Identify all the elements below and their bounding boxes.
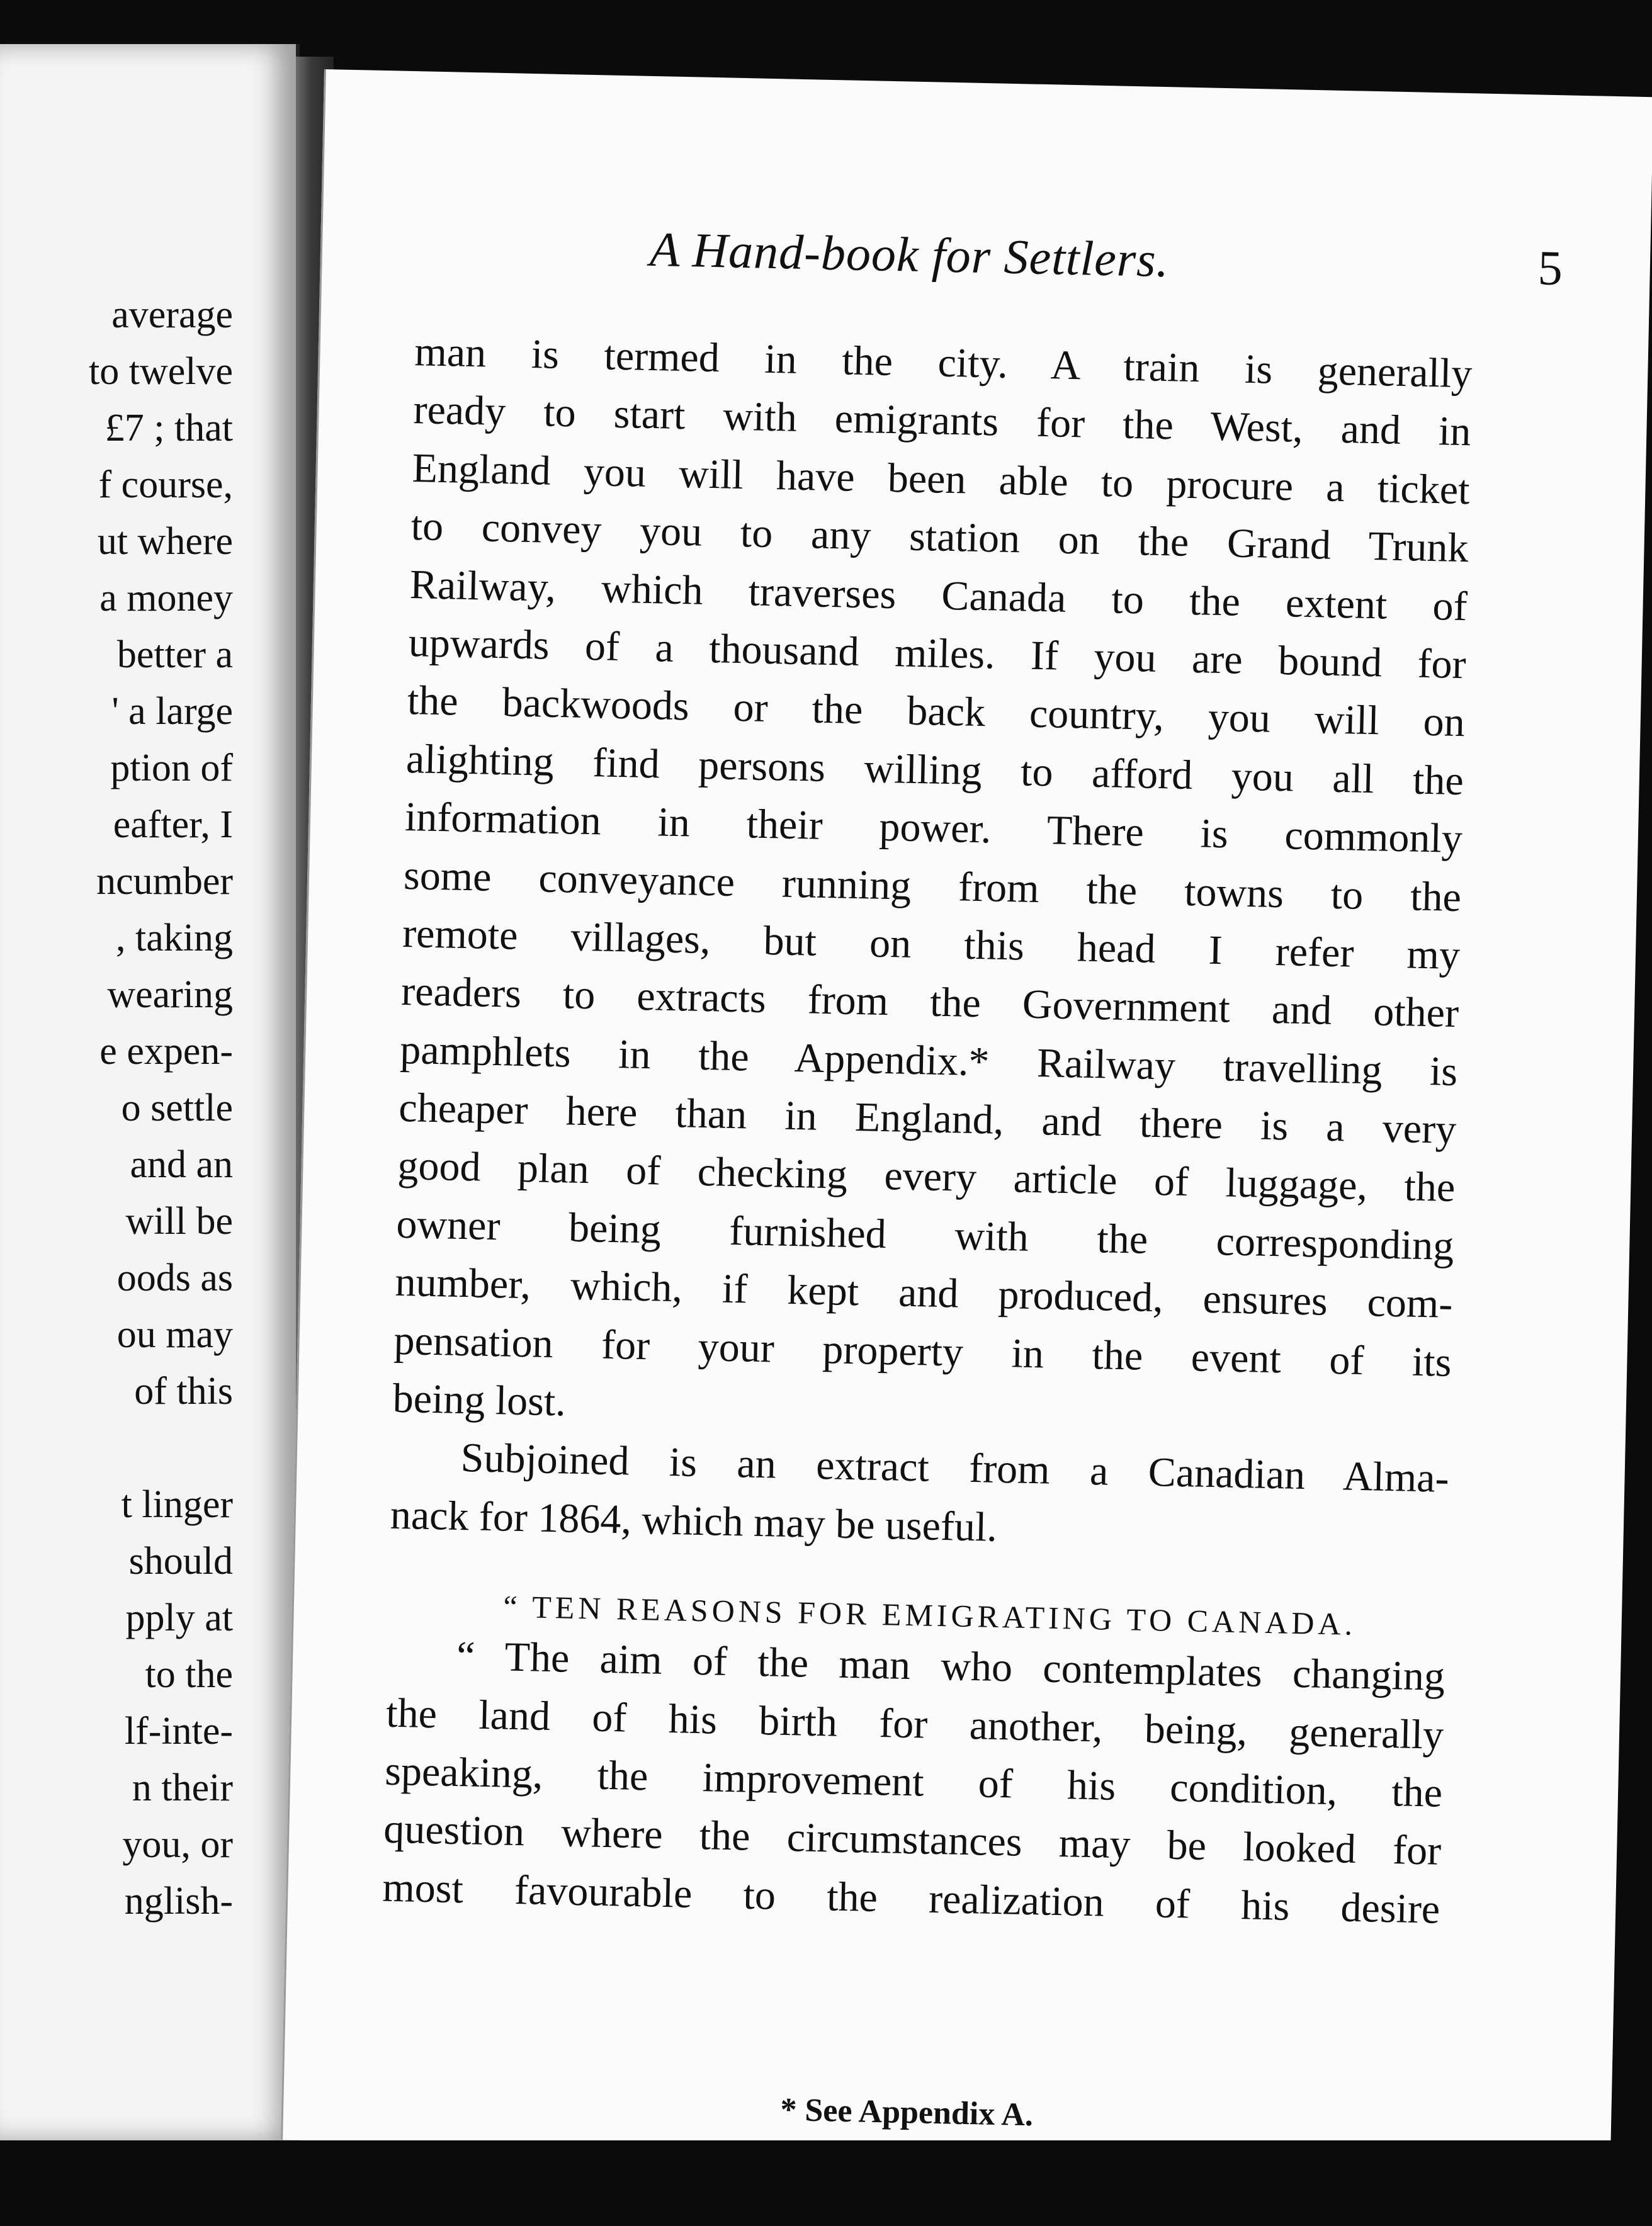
left-page-line: nglish- [124, 1880, 233, 1923]
body-text [382, 323, 1473, 2133]
left-page-line: to the [145, 1653, 233, 1696]
text-line: Railway, which traverses Canada to the extent of [409, 561, 1468, 630]
text-line: the backwoods or the back country, you will on [407, 677, 1466, 746]
text-line: nack for 1864, which may be useful. [390, 1491, 998, 1551]
left-page-line: ncumber [96, 860, 233, 903]
text-line: pamphlets in the Appendix.* Railway travelling is [399, 1026, 1458, 1095]
running-head: A Hand-book for Settlers. [649, 221, 1170, 288]
text-line: owner being furnished with the corresponding [395, 1201, 1455, 1269]
left-page-line: of this [134, 1370, 233, 1413]
text-line: to convey you to any station on the Grand Trunk [410, 503, 1469, 572]
scan-bottom-edge [0, 2140, 1652, 2226]
text-line: pensation for your property in the event of its [393, 1317, 1452, 1386]
left-page-line: t linger [121, 1483, 233, 1526]
text-line: speaking, the improvement of his condition, the [384, 1748, 1443, 1816]
left-page-line: £7 ; that [105, 407, 233, 449]
left-page-line: pply at [125, 1596, 233, 1639]
section-heading: “ TEN REASONS FOR EMIGRATING TO CANADA. [502, 1588, 1357, 1642]
text-line: upwards of a thousand miles. If you are bound for [408, 619, 1467, 688]
left-page-line: lf-inte- [124, 1710, 233, 1753]
text-line: readers to extracts from the Government and other [400, 968, 1459, 1037]
text-line: question where the circumstances may be looked for [383, 1805, 1442, 1875]
page-header [649, 221, 1563, 309]
right-page [281, 69, 1652, 2168]
left-page-line: ption of [110, 747, 233, 789]
text-line: ready to start with emigrants for the West, and in [412, 387, 1472, 455]
left-page-line: eafter, I [113, 803, 233, 846]
left-page-line: should [128, 1540, 233, 1583]
text-line: remote villages, but on this head I refer my [402, 910, 1461, 978]
left-page-line: o settle [121, 1087, 233, 1129]
left-page-line: , taking [116, 917, 233, 959]
text-line: England you will have been able to procure a ticket [412, 444, 1471, 514]
text-line: information in their power. There is commonly [404, 794, 1463, 862]
left-page-line: and an [130, 1143, 233, 1186]
left-page-line: wearing [107, 973, 233, 1016]
footnote: * See Appendix A. [779, 2091, 1034, 2133]
left-page-line: better a [116, 633, 233, 676]
left-page-line: n their [132, 1766, 233, 1809]
left-page-line: will be [125, 1200, 233, 1243]
text-line: “ The aim of the man who contemplates changing [456, 1633, 1445, 1700]
text-line: some conveyance running from the towns to the [403, 852, 1462, 920]
text-line: good plan of checking every article of luggage, the [397, 1143, 1456, 1211]
page-number: 5 [1537, 240, 1563, 296]
text-line: being lost. [392, 1375, 567, 1425]
left-page-line: ' a large [111, 690, 233, 733]
text-line: alighting find persons willing to afford you all the [405, 735, 1464, 804]
left-page-line: to twelve [89, 350, 233, 393]
left-page-line: e expen- [99, 1030, 233, 1073]
left-page-line: oods as [116, 1257, 233, 1299]
left-page-line: ut where [97, 520, 233, 563]
left-page-line: f course, [98, 463, 233, 506]
text-line: man is termed in the city. A train is generally [414, 329, 1473, 397]
text-line: number, which, if kept and produced, ensures com- [394, 1259, 1454, 1328]
text-line: most favourable to the realization of his desire [382, 1864, 1440, 1933]
left-page-line: average [111, 293, 233, 336]
text-line: Subjoined is an extract from a Canadian Alma- [460, 1435, 1450, 1502]
left-page-line: ou may [116, 1313, 233, 1356]
left-page [0, 44, 300, 2140]
text-line: the land of his birth for another, being, generally [385, 1690, 1444, 1758]
left-page-line: a money [99, 577, 233, 619]
text-line: cheaper here than in England, and there is a very [398, 1084, 1457, 1153]
left-page-line: you, or [122, 1823, 233, 1866]
